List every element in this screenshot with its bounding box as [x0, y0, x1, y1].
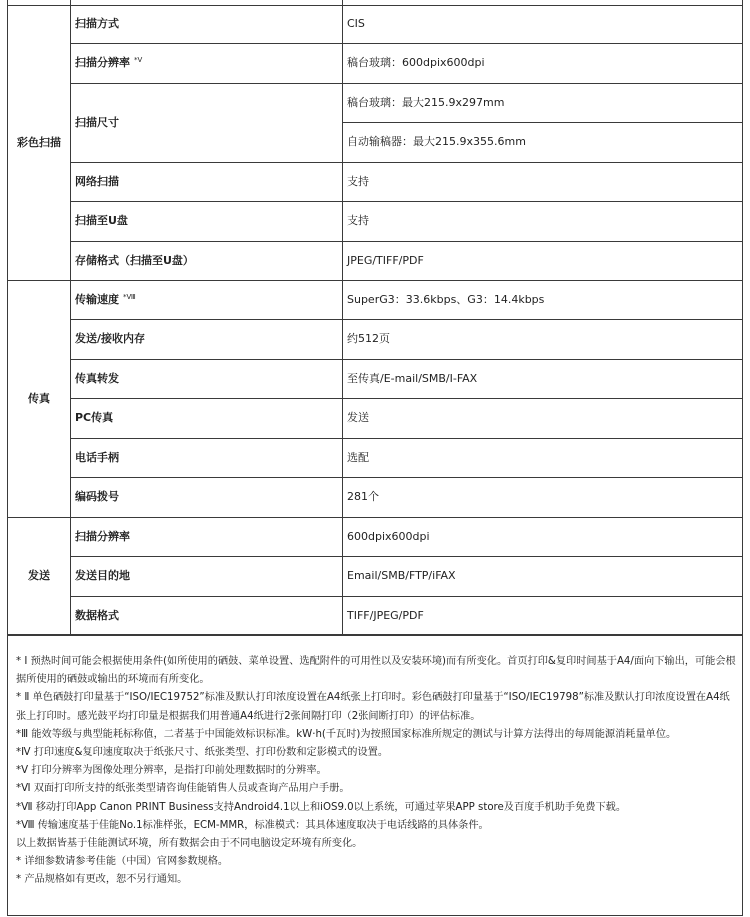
footnote: * Ⅱ 单色硒鼓打印量基于“ISO/IEC19752”标准及默认打印浓度设置在A4纸张上打印时。彩色硒鼓打印量基于“ISO/IEC19798”标准及默认打印浓度设置在A4纸张上打印时。感光鼓平均打印量是根据我们用普通A4纸进行2张间隔打印（2张间断打印）的评估标准。	[16, 692, 730, 722]
footnote: 以上数据皆基于佳能测试环境，所有数据会由于不同电脑设定环境有所变化。	[16, 838, 363, 850]
row-label: 扫描尺寸	[71, 83, 343, 162]
row-label: 扫描方式	[71, 5, 343, 43]
row-value: 281个	[343, 477, 743, 517]
row-label: 存储格式（扫描至U盘）	[71, 241, 343, 280]
row-value: 稿台玻璃：最大215.9x297mm	[343, 83, 743, 122]
row-value: JPEG/TIFF/PDF	[343, 241, 743, 280]
table-row	[8, 556, 743, 596]
row-value: TIFF/JPEG/PDF	[343, 596, 743, 635]
row-label: 传真转发	[71, 359, 343, 398]
row-label: 网络扫描	[71, 162, 343, 201]
table-row	[8, 359, 743, 398]
row-value: 约512页	[343, 319, 743, 359]
table-row	[8, 162, 743, 201]
row-label: 数据格式	[71, 596, 343, 635]
row-value: 600dpix600dpi	[343, 517, 743, 556]
table-row	[8, 398, 743, 438]
row-value: 支持	[343, 201, 743, 241]
table-row	[8, 5, 743, 43]
footnote-mark: *V	[134, 56, 143, 64]
row-label: 传输速度 $^{*Ⅷ}$	[71, 280, 343, 319]
footnote: * Ⅰ 预热时间可能会根据使用条件(如所使用的硒鼓、菜单设置、选配附件的可用性以及安装环境)而有所变化。首页打印&复印时间基于A4/面向下输出，可能会根据所使用的硒鼓或输出的环境而有所变化。	[16, 656, 736, 686]
row-label: 发送/接收内存	[71, 319, 343, 359]
row-value: CIS	[343, 5, 743, 43]
footnote: *Ⅵ 双面打印所支持的纸张类型请咨询佳能销售人员或查询产品用户手册。	[16, 783, 350, 795]
table-row	[8, 201, 743, 241]
row-value: 支持	[343, 162, 743, 201]
footnote-mark: *Ⅷ	[123, 292, 136, 301]
spec-table	[7, 0, 743, 636]
footnote: *Ⅷ 传输速度基于佳能No.1标准样张，ECM-MMR，标准模式：其具体速度取决于电话线路的具体条件。	[16, 819, 489, 831]
table-row	[8, 438, 743, 477]
table-row	[8, 517, 743, 556]
table-row	[8, 280, 743, 319]
row-value: 选配	[343, 438, 743, 477]
row-value: 自动输稿器：最大215.9x355.6mm	[343, 122, 743, 162]
footnote: *Ⅲ 能效等级与典型能耗标称值，二者基于中国能效标识标准。kW·h(千瓦时)为按照国家标准所规定的测试与计算方法得出的每周能源消耗量单位。	[16, 728, 677, 740]
category-fax: 传真	[8, 280, 71, 517]
table-row	[8, 83, 743, 122]
table-row	[8, 241, 743, 280]
footnote: *Ⅴ 打印分辨率为图像处理分辨率，是指打印前处理数据时的分辨率。	[16, 765, 327, 777]
row-label: 扫描至U盘	[71, 201, 343, 241]
row-label: 编码拨号	[71, 477, 343, 517]
table-row	[8, 43, 743, 83]
row-value: 发送	[343, 398, 743, 438]
row-label: 扫描分辨率	[71, 517, 343, 556]
row-label: 电话手柄	[71, 438, 343, 477]
category-color-scan: 彩色扫描	[8, 5, 71, 280]
footnote: *Ⅳ 打印速度&复印速度取决于纸张尺寸、纸张类型、打印份数和定影模式的设置。	[16, 747, 389, 759]
row-label: PC传真	[71, 398, 343, 438]
row-value: Email/SMB/FTP/iFAX	[343, 556, 743, 596]
category-send: 发送	[8, 517, 71, 635]
footnote: *Ⅶ 移动打印App Canon PRINT Business支持Android4.1以上和iOS9.0以上系统，可通过苹果APP store及百度手机助手免费下载。	[16, 801, 627, 813]
footnote: * 产品规格如有更改，恕不另行通知。	[16, 874, 188, 886]
row-value: 稿台玻璃：600dpix600dpi	[343, 43, 743, 83]
footnotes	[7, 634, 743, 916]
table-row	[8, 596, 743, 635]
footnote: * 详细参数请参考佳能（中国）官网参数规格。	[16, 856, 229, 868]
table-row	[8, 477, 743, 517]
row-value: 至传真/E-mail/SMB/I-FAX	[343, 359, 743, 398]
table-row	[8, 319, 743, 359]
row-label: 扫描分辨率 $^{*V}$	[71, 43, 343, 83]
row-label: 发送目的地	[71, 556, 343, 596]
row-value: SuperG3：33.6kbps、G3：14.4kbps	[343, 280, 743, 319]
